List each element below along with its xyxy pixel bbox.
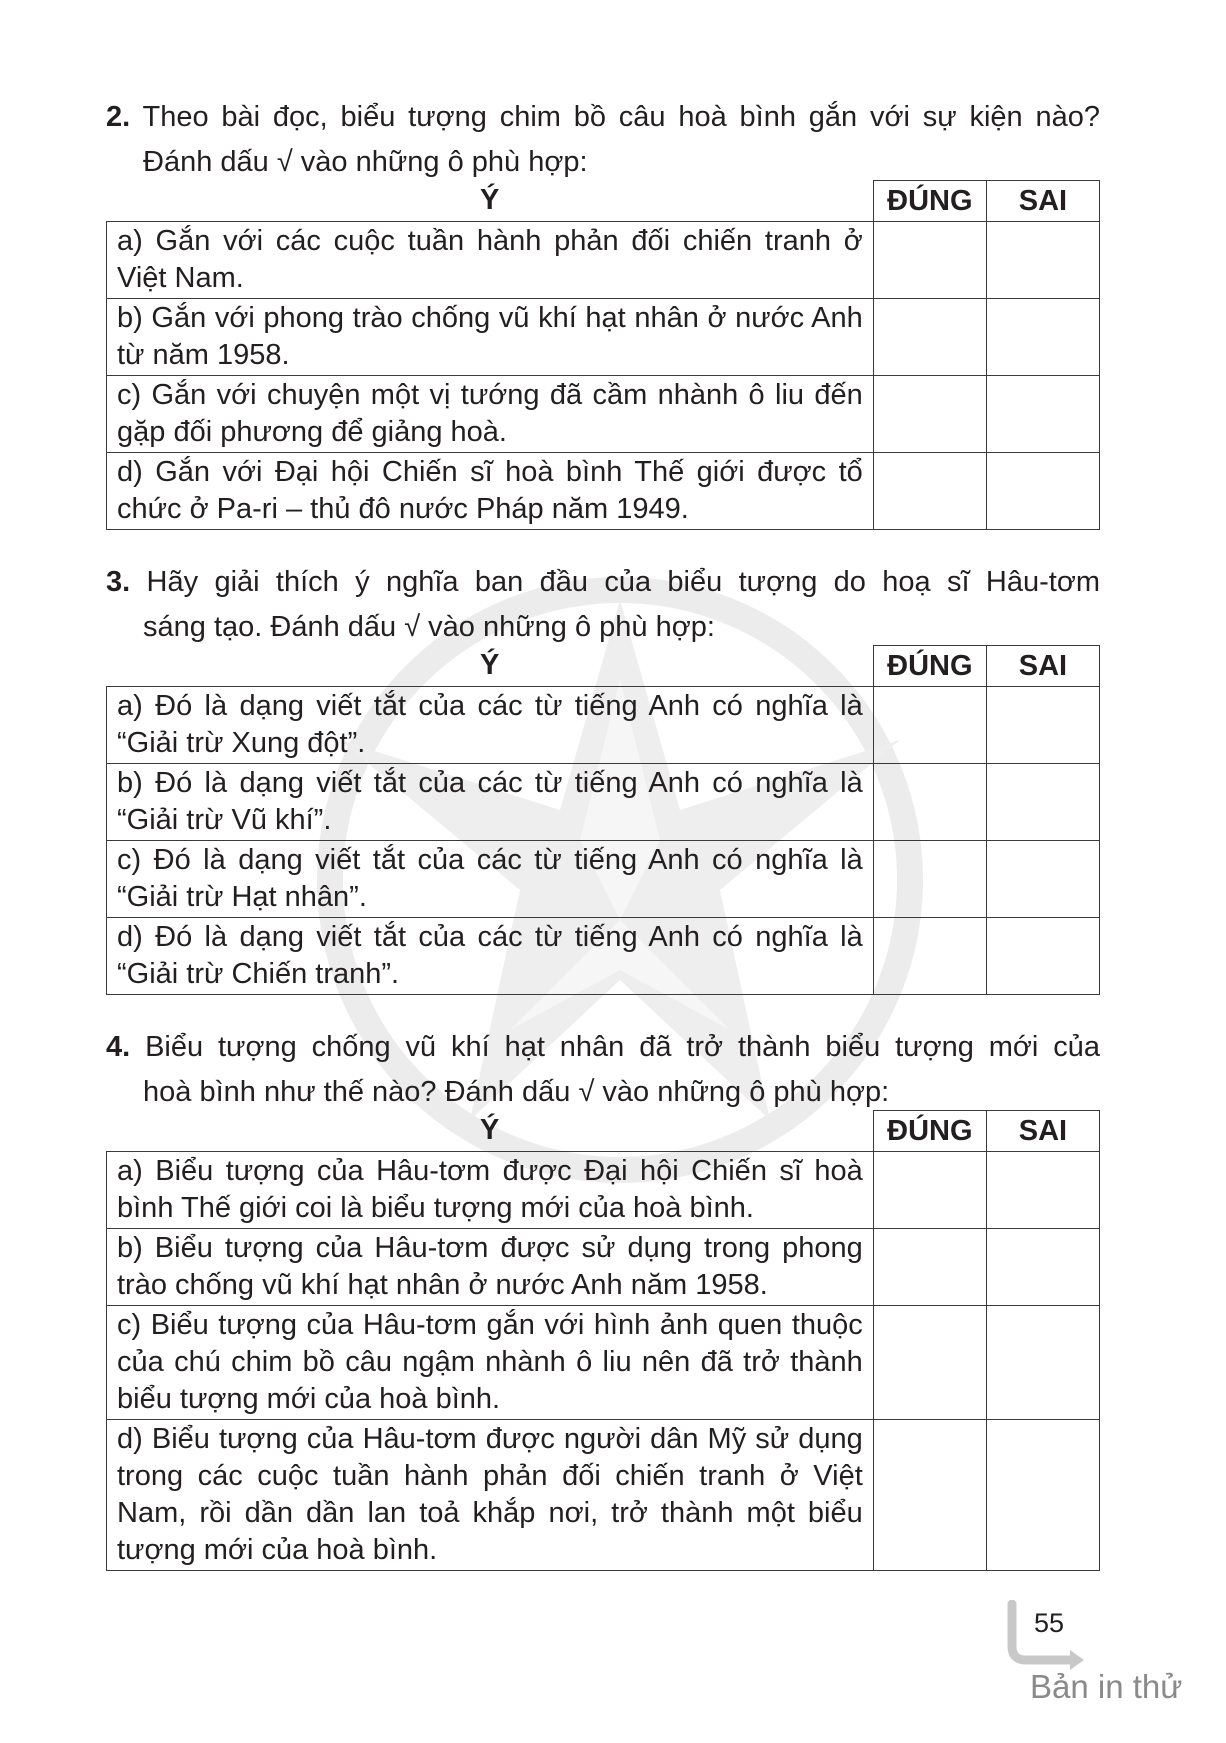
question-2-table [106, 180, 1100, 530]
table-row [107, 841, 1100, 918]
page-number-block [1006, 1600, 1206, 1700]
question-3-text: Hãy giải thích ý nghĩa ban đầu của biểu tượng do hoạ sĩ Hâu-tơm [146, 566, 1100, 598]
sai-checkbox[interactable] [986, 841, 1099, 918]
sai-checkbox[interactable] [986, 1152, 1099, 1229]
option-text: d) Gắn với Đại hội Chiến sĩ hoà bình Thế giới được tổ chức ở Pa-ri – thủ đô nước Pháp năm 1949. [107, 453, 874, 530]
table-row [107, 764, 1100, 841]
question-3-line1 [106, 560, 1100, 605]
header-sai: SAI [986, 181, 1099, 222]
table-row [107, 1306, 1100, 1420]
question-2-number: 2. [106, 101, 131, 133]
table-header [107, 1111, 1100, 1152]
question-4 [106, 1025, 1100, 1115]
table-row [107, 222, 1100, 299]
dung-checkbox[interactable] [873, 1306, 986, 1420]
sai-checkbox[interactable] [986, 764, 1099, 841]
header-y: Ý [479, 649, 500, 682]
table-header [107, 646, 1100, 687]
dung-checkbox[interactable] [873, 687, 986, 764]
option-text: c) Biểu tượng của Hâu-tơm gắn với hình ảnh quen thuộc của chú chim bồ câu ngậm nhành ô liu nên đã trở thành biểu tượng mới của hoà bình. [107, 1306, 874, 1420]
sai-checkbox[interactable] [986, 687, 1099, 764]
dung-checkbox[interactable] [873, 1420, 986, 1571]
sai-checkbox[interactable] [986, 1229, 1099, 1306]
sai-checkbox[interactable] [986, 453, 1099, 530]
sai-checkbox[interactable] [986, 222, 1099, 299]
page-number: 55 [1034, 1608, 1065, 1638]
sai-checkbox[interactable] [986, 1420, 1099, 1571]
question-3-table [106, 645, 1100, 995]
question-2-line1 [106, 95, 1100, 140]
sai-checkbox[interactable] [986, 299, 1099, 376]
header-y: Ý [479, 184, 500, 217]
question-2 [106, 95, 1100, 185]
dung-checkbox[interactable] [873, 1229, 986, 1306]
question-3 [106, 560, 1100, 650]
sai-checkbox[interactable] [986, 918, 1099, 995]
dung-checkbox[interactable] [873, 299, 986, 376]
question-3-line2: sáng tạo. Đánh dấu √ vào những ô phù hợp: [143, 611, 715, 643]
option-text: c) Gắn với chuyện một vị tướng đã cầm nhành ô liu đến gặp đối phương để giảng hoà. [107, 376, 874, 453]
dung-checkbox[interactable] [873, 841, 986, 918]
header-y: Ý [479, 1114, 500, 1147]
header-dung: ĐÚNG [873, 181, 986, 222]
table-row [107, 687, 1100, 764]
question-2-line2: Đánh dấu √ vào những ô phù hợp: [143, 146, 588, 178]
option-text: b) Biểu tượng của Hâu-tơm được sử dụng trong phong trào chống vũ khí hạt nhân ở nước Anh năm 1958. [107, 1229, 874, 1306]
option-text: a) Gắn với các cuộc tuần hành phản đối chiến tranh ở Việt Nam. [107, 222, 874, 299]
option-text: b) Đó là dạng viết tắt của các từ tiếng Anh có nghĩa là “Giải trừ Vũ khí”. [107, 764, 874, 841]
dung-checkbox[interactable] [873, 764, 986, 841]
option-text: b) Gắn với phong trào chống vũ khí hạt nhân ở nước Anh từ năm 1958. [107, 299, 874, 376]
question-4-line2: hoà bình như thế nào? Đánh dấu √ vào những ô phù hợp: [143, 1076, 890, 1108]
option-text: c) Đó là dạng viết tắt của các từ tiếng Anh có nghĩa là “Giải trừ Hạt nhân”. [107, 841, 874, 918]
dung-checkbox[interactable] [873, 453, 986, 530]
question-4-line1 [106, 1025, 1100, 1070]
header-sai: SAI [986, 1111, 1099, 1152]
dung-checkbox[interactable] [873, 918, 986, 995]
dung-checkbox[interactable] [873, 222, 986, 299]
question-4-text: Biểu tượng chống vũ khí hạt nhân đã trở thành biểu tượng mới của [145, 1031, 1100, 1063]
sai-checkbox[interactable] [986, 376, 1099, 453]
table-row [107, 453, 1100, 530]
table-header [107, 181, 1100, 222]
table-row [107, 1420, 1100, 1571]
draft-print-note: Bản in thử [1030, 1668, 1183, 1705]
dung-checkbox[interactable] [873, 1152, 986, 1229]
table-row [107, 1229, 1100, 1306]
question-4-number: 4. [106, 1031, 131, 1063]
question-4-table [106, 1110, 1100, 1571]
option-text: d) Đó là dạng viết tắt của các từ tiếng Anh có nghĩa là “Giải trừ Chiến tranh”. [107, 918, 874, 995]
option-text: d) Biểu tượng của Hâu-tơm được người dân Mỹ sử dụng trong các cuộc tuần hành phản đối chiến tranh ở Việt Nam, rồi dần dần lan toả khắp nơi, trở thành một biểu tượng mới của hoà bình. [107, 1420, 874, 1571]
table-row [107, 376, 1100, 453]
sai-checkbox[interactable] [986, 1306, 1099, 1420]
table-row [107, 1152, 1100, 1229]
option-text: a) Đó là dạng viết tắt của các từ tiếng Anh có nghĩa là “Giải trừ Xung đột”. [107, 687, 874, 764]
option-text: a) Biểu tượng của Hâu-tơm được Đại hội Chiến sĩ hoà bình Thế giới coi là biểu tượng mới của hoà bình. [107, 1152, 874, 1229]
question-2-text: Theo bài đọc, biểu tượng chim bồ câu hoà bình gắn với sự kiện nào? [142, 101, 1100, 133]
table-row [107, 299, 1100, 376]
header-dung: ĐÚNG [873, 646, 986, 687]
dung-checkbox[interactable] [873, 376, 986, 453]
question-3-number: 3. [106, 566, 131, 598]
header-dung: ĐÚNG [873, 1111, 986, 1152]
header-sai: SAI [986, 646, 1099, 687]
table-row [107, 918, 1100, 995]
